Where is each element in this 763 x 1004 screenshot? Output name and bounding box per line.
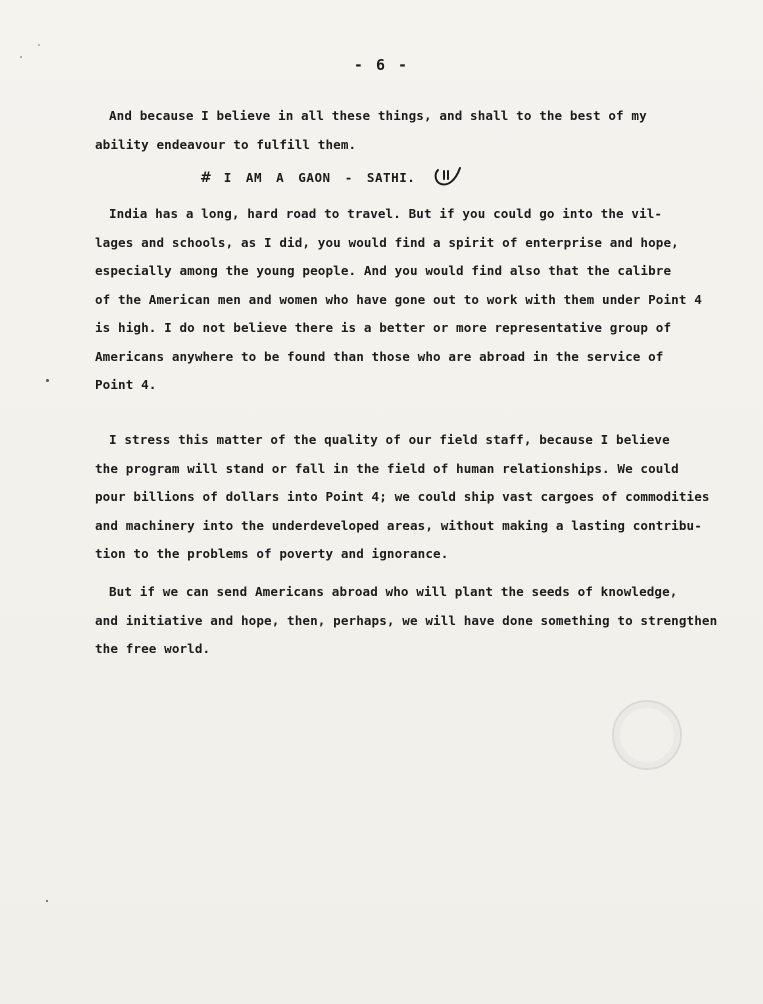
section-heading [200, 166, 463, 191]
paragraph-line: and initiative and hope, then, perhaps, we will have done something to strengthen [95, 612, 718, 628]
paragraph-line: the program will stand or fall in the field of human relationships. We could [95, 460, 679, 476]
paragraph-line: Americans anywhere to be found than those who are abroad in the service of [95, 348, 664, 364]
handwritten-annotation-icon [433, 166, 463, 191]
paragraph-line: Point 4. [95, 377, 157, 392]
paragraph-line: And because I believe in all these things, and shall to the best of my [109, 108, 647, 123]
paragraph-2 [95, 200, 702, 400]
heading-text: I AM A GAON - SATHI. [223, 170, 416, 185]
paragraph-line: I stress this matter of the quality of our field staff, because I believe [109, 432, 670, 447]
paragraph-line: the free world. [95, 641, 211, 656]
paper-speck [46, 379, 49, 382]
paper-speck [38, 44, 40, 46]
faded-seal-stamp [612, 700, 682, 770]
handwritten-hash-mark: # [200, 170, 210, 186]
paragraph-line: tion to the problems of poverty and ignorance. [95, 546, 449, 561]
paragraph-line: is high. I do not believe there is a better or more representative group of [95, 320, 672, 335]
paragraph-line: India has a long, hard road to travel. But if you could go into the vil- [109, 206, 663, 221]
paragraph-line: of the American men and women who have gone out to work with them under Point 4 [95, 291, 702, 307]
paper-speck [46, 900, 48, 902]
paragraph-line: lages and schools, as I did, you would find a spirit of enterprise and hope, [95, 234, 679, 250]
paper-speck [20, 56, 22, 58]
paragraph-4 [95, 578, 718, 664]
paragraph-line: But if we can send Americans abroad who will plant the seeds of knowledge, [109, 584, 678, 599]
paragraph-line: ability endeavour to fulfill them. [95, 136, 357, 152]
page-number: - 6 - [353, 56, 410, 74]
paragraph-1 [95, 102, 675, 159]
paragraph-3 [95, 426, 710, 569]
paragraph-line: pour billions of dollars into Point 4; we could ship vast cargoes of commodities [95, 489, 710, 504]
paragraph-line: and machinery into the underdeveloped areas, without making a lasting contribu- [95, 517, 702, 533]
paragraph-line: especially among the young people. And you would find also that the calibre [95, 263, 672, 278]
